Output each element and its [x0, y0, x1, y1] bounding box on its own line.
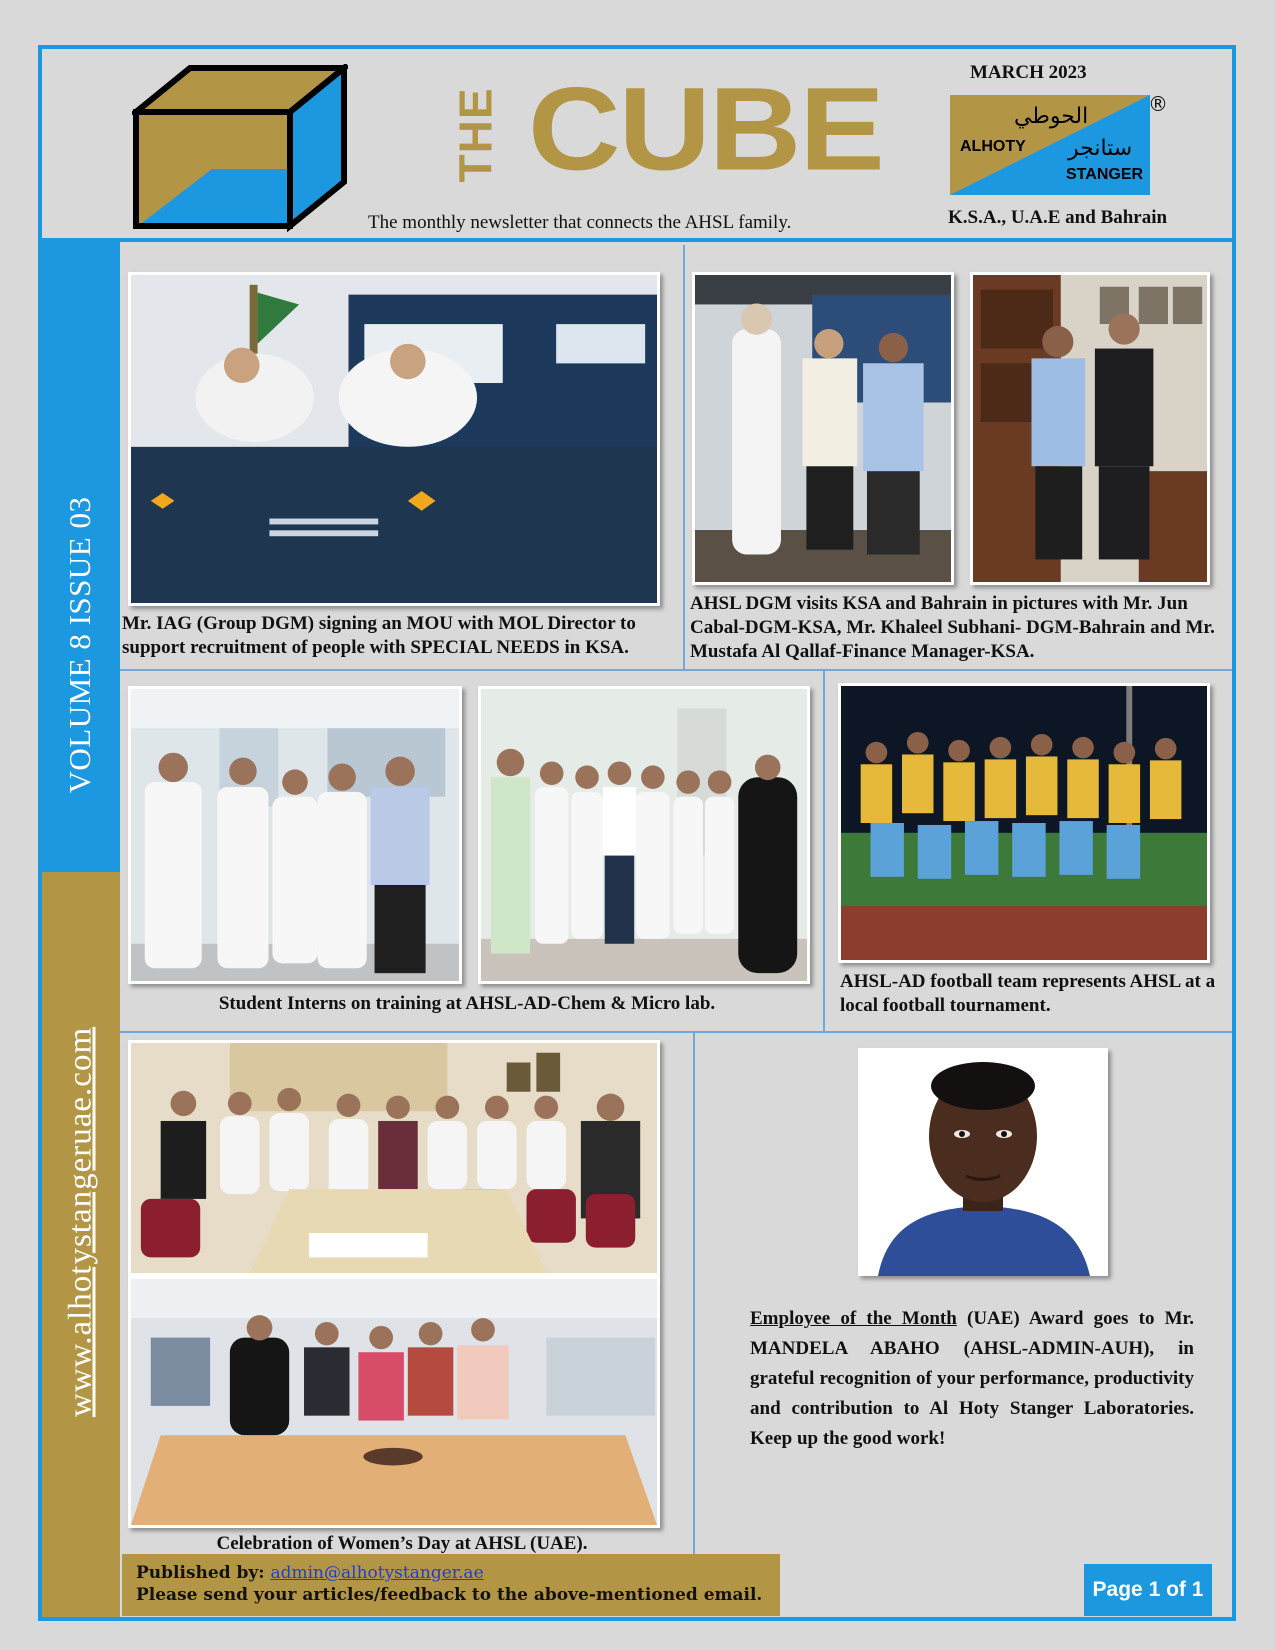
- interns-lab-photo-2: [478, 686, 810, 984]
- feedback-note: Please send your articles/feedback to the above-mentioned email.: [136, 1585, 763, 1605]
- newsletter-title: CUBE: [528, 63, 883, 196]
- employee-portrait: [858, 1048, 1108, 1276]
- caption-dgm-visit: AHSL DGM visits KSA and Bahrain in pictures with Mr. Jun Cabal-DGM-KSA, Mr. Khaleel Subhani- DGM-Bahrain and Mr. Mustafa Al Qallaf-Finance Manager-KSA.: [690, 593, 1215, 662]
- svg-text:ALHOTY: ALHOTY: [960, 138, 1026, 155]
- title-the: THE: [449, 87, 501, 183]
- tagline: The monthly newsletter that connects the AHSL family.: [368, 212, 792, 233]
- cube-logo: [132, 64, 348, 232]
- womens-day-photo-2: [128, 1276, 660, 1528]
- svg-text:ستانجر: ستانجر: [1068, 136, 1133, 161]
- caption-mou: Mr. IAG (Group DGM) signing an MOU with MOL Director to support recruitment of people with SPECIAL NEEDS in KSA.: [122, 613, 636, 658]
- divider: [120, 669, 1232, 671]
- registered-mark: ®: [1148, 92, 1168, 116]
- page-number: Page 1 of 1: [1084, 1564, 1212, 1616]
- publisher-email-link[interactable]: admin@alhotystanger.ae: [270, 1563, 484, 1583]
- website-link[interactable]: www.alhotystangeruae.com: [62, 1026, 99, 1418]
- mou-signing-photo: [128, 272, 660, 606]
- caption-football: AHSL-AD football team represents AHSL at a local football tournament.: [840, 971, 1216, 1016]
- issue-date: MARCH 2023: [970, 62, 1087, 83]
- employee-heading: Employee of the Month: [750, 1308, 957, 1329]
- dgm-visit-ksa-photo: [692, 272, 954, 585]
- svg-text:الحوطي: الحوطي: [1014, 104, 1089, 129]
- interns-lab-photo-1: [128, 686, 462, 984]
- alhoty-stanger-logo: [950, 95, 1150, 195]
- published-label: Published by: [136, 1563, 259, 1583]
- publisher-box: Published by: admin@alhotystanger.ae Please send your articles/feedback to the above-mentioned email.: [122, 1554, 780, 1616]
- divider: [823, 671, 825, 1031]
- womens-day-photo-1: [128, 1040, 660, 1276]
- caption-womens-day: Celebration of Women’s Day at AHSL (UAE).: [216, 1533, 588, 1554]
- divider: [693, 1033, 695, 1554]
- volume-issue: VOLUME 8 ISSUE 03: [62, 496, 97, 794]
- employee-body: (UAE) Award goes to Mr. MANDELA ABAHO (AHSL-ADMIN-AUH), in grateful recognition of your performance, productivity and contribution to Al Hoty Stanger Laboratories. Keep up the good work!: [750, 1308, 1195, 1449]
- regions: K.S.A., U.A.E and Bahrain: [948, 207, 1168, 228]
- employee-of-month-text: [750, 1304, 1194, 1454]
- football-team-photo: [838, 683, 1210, 963]
- svg-text:STANGER: STANGER: [1066, 166, 1144, 183]
- divider: [120, 1031, 1232, 1033]
- divider: [683, 245, 685, 669]
- dgm-visit-bahrain-photo: [970, 272, 1210, 585]
- caption-interns: Student Interns on training at AHSL-AD-Chem & Micro lab.: [218, 993, 716, 1014]
